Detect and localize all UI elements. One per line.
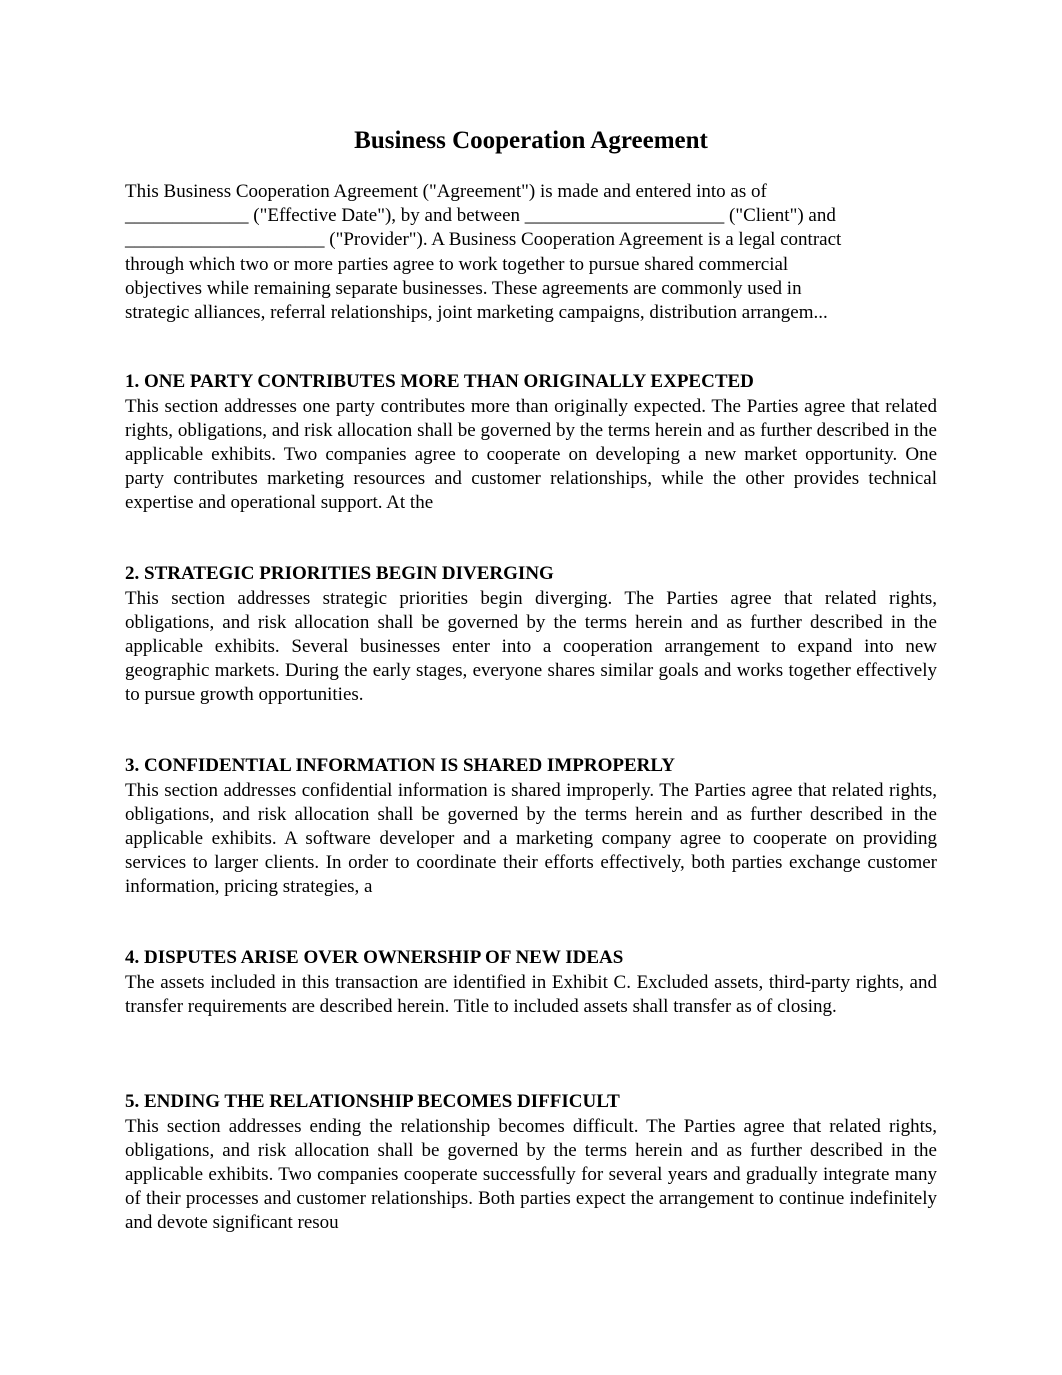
intro-line: strategic alliances, referral relationships, joint marketing campaigns, distribution arrangem...: [125, 302, 828, 324]
section-body: The assets included in this transaction are identified in Exhibit C. Excluded assets, third-party rights, and transfer requirements are described herein. Title to included assets shall transfer as of closing.: [125, 972, 937, 1017]
document-title: Business Cooperation Agreement: [354, 127, 708, 154]
section-body: This section addresses ending the relationship becomes difficult. The Parties agree that related rights, obligations, and risk allocation shall be governed by the terms herein and as further described in the applicable exhibits. Two companies cooperate successfully for several years and gradually integrate many of their processes and customer relationships. Both parties expect the arrangement to continue indefinitely and devote significant resou: [125, 1116, 937, 1233]
section-4: [125, 944, 937, 1019]
section-3: [125, 752, 937, 899]
intro-line: objectives while remaining separate businesses. These agreements are commonly used in: [125, 277, 802, 299]
section-heading: 3. CONFIDENTIAL INFORMATION IS SHARED IMPROPERLY: [125, 755, 676, 776]
intro-line: _____________ ("Effective Date"), by and between _____________________ ("Client") and: [125, 205, 836, 227]
section-body: This section addresses one party contributes more than originally expected. The Parties agree that related rights, obligations, and risk allocation shall be governed by the terms herein and as further described in the applicable exhibits. Two companies agree to cooperate on developing a new market opportunity. One party contributes marketing resources and customer relationships, while the other provides technical expertise and operational support. At the: [125, 396, 937, 513]
section-5: [125, 1088, 937, 1235]
intro-line: This Business Cooperation Agreement ("Agreement") is made and entered into as of: [125, 181, 767, 202]
section-heading: 2. STRATEGIC PRIORITIES BEGIN DIVERGING: [125, 563, 554, 584]
section-heading: 4. DISPUTES ARISE OVER OWNERSHIP OF NEW IDEAS: [125, 947, 624, 968]
section-heading: 5. ENDING THE RELATIONSHIP BECOMES DIFFICULT: [125, 1091, 620, 1112]
intro-paragraph: [125, 180, 945, 325]
section-body: This section addresses strategic priorities begin diverging. The Parties agree that related rights, obligations, and risk allocation shall be governed by the terms herein and as further described in the applicable exhibits. Several businesses enter into a cooperation arrangement to expand into new geographic markets. During the early stages, everyone shares similar goals and works together effectively to pursue growth opportunities.: [125, 588, 937, 705]
section-1: [125, 368, 937, 515]
intro-line: _____________________ ("Provider"). A Business Cooperation Agreement is a legal contract: [125, 229, 842, 251]
section-heading: 1. ONE PARTY CONTRIBUTES MORE THAN ORIGINALLY EXPECTED: [125, 371, 754, 392]
section-body: This section addresses confidential information is shared improperly. The Parties agree that related rights, obligations, and risk allocation shall be governed by the terms herein and as further described in the applicable exhibits. A software developer and a marketing company agree to cooperate on providing services to larger clients. In order to coordinate their efforts effectively, both parties exchange customer information, pricing strategies, a: [125, 780, 937, 897]
intro-line: through which two or more parties agree to work together to pursue shared commercial: [125, 253, 789, 275]
section-2: [125, 560, 937, 707]
